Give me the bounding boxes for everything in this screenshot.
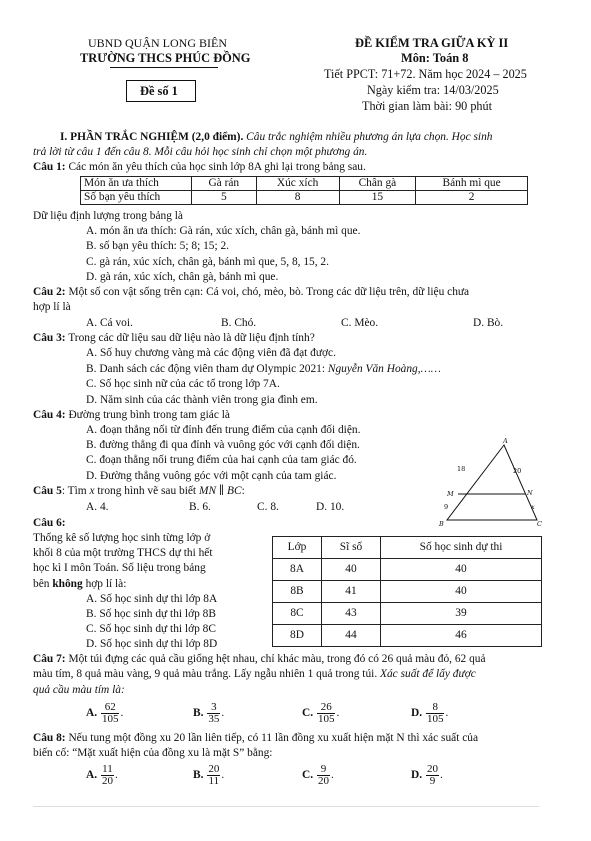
option-key: D. (86, 638, 98, 650)
option-key: D. (86, 394, 98, 406)
q6-label: Câu 6: (33, 517, 66, 529)
exam-code: Đề số 1 (140, 84, 178, 98)
fraction (426, 764, 439, 787)
option-text: Mèo. (354, 317, 379, 329)
table-row (273, 559, 542, 581)
denominator: 105 (426, 712, 444, 725)
option-key: A. (86, 707, 98, 719)
option-key: B. (193, 707, 204, 719)
point-label-b: B (439, 520, 444, 528)
numerator: 8 (426, 702, 445, 714)
q1-option-c (86, 255, 329, 269)
q2-option-d (473, 316, 503, 330)
header-authority: UBND QUẬN LONG BIÊN (88, 36, 227, 50)
q6-option-b (86, 607, 216, 621)
q7-text-2 (33, 667, 476, 681)
option-text: 4. (99, 501, 109, 513)
q6-cell: 40 (322, 559, 381, 581)
q8-option-c: C. $\frac{9}{20}$ . (302, 762, 334, 787)
fraction (207, 764, 220, 787)
q7-text-3: quả cầu màu tím là: (33, 684, 125, 696)
q5-text-mid: trong hình vẽ sau biết (97, 485, 197, 497)
option-key: C. (86, 623, 97, 635)
q6-cell: 39 (381, 603, 542, 625)
q8-text-1: Nếu tung một đồng xu 20 lần liên tiếp, có 11 lần đồng xu xuất hiện mặt N thì xác suất của (68, 732, 479, 744)
denominator: 11 (208, 774, 220, 787)
option-key: D. (86, 271, 98, 283)
fraction (317, 702, 336, 725)
table-row (273, 581, 542, 603)
q8-label: Câu 8: (33, 732, 66, 744)
q1-cell: Gà rán (192, 177, 257, 191)
section1-intro-1: Câu trắc nghiệm nhiều phương án lựa chọn. Học sinh (246, 131, 493, 143)
q3-label: Câu 3: (33, 332, 66, 344)
q6-header-cell: Lớp (273, 537, 322, 559)
q7-stem-line (33, 652, 486, 666)
q8-option-a: A. $\frac{11}{20}$ . (86, 762, 118, 787)
fraction (317, 764, 330, 787)
option-text-italic: Nguyễn Văn Hoàng,…… (327, 363, 441, 375)
option-key: C. (341, 317, 352, 329)
q1-label: Câu 1: (33, 161, 66, 173)
option-key: B. (86, 608, 97, 620)
numerator: 20 (208, 762, 220, 775)
option-key: B. (189, 501, 200, 513)
q5-text-pre: : Tìm (61, 485, 87, 497)
option-text: Số huy chương vàng mà các động viên đã đạt được. (99, 347, 336, 359)
option-text: gà rán, xúc xích, chân gà, bánh mì que, 5, 8, 15, 2. (99, 256, 329, 268)
q7-option-a: A. $\frac{62}{105}$ . (86, 700, 124, 725)
q1-stem-line (33, 160, 366, 174)
section1-heading (60, 130, 492, 144)
option-text: Năm sinh của các thành viên trong gia đình em. (99, 394, 318, 406)
q6-cell: 40 (381, 581, 542, 603)
q6-header-cell: Sĩ số (322, 537, 381, 559)
numerator: 62 (101, 702, 120, 714)
q6-text-4 (33, 577, 126, 591)
option-key: B. (86, 240, 97, 252)
q1-cell: Số bạn yêu thích (81, 191, 192, 205)
length-label-mb: 9 (444, 503, 449, 511)
option-key: D. (316, 501, 328, 513)
q6-cell: 43 (322, 603, 381, 625)
q2-stem-line (33, 285, 469, 299)
section1-intro-2: trả lời từ câu 1 đến câu 8. Mỗi câu hỏi học sinh chỉ chọn một phương án. (33, 146, 368, 158)
q6-table (272, 536, 542, 647)
q4-option-b (86, 438, 360, 452)
option-text: món ăn ưa thích: Gà rán, xúc xích, chân gà, bánh mì que. (99, 225, 361, 237)
q3-text: Trong các dữ liệu sau dữ liệu nào là dữ liệu định tính? (68, 332, 315, 344)
q3-option-c (86, 377, 280, 391)
option-key: A. (86, 501, 98, 513)
q6-cell: 8B (273, 581, 322, 603)
q8-text-2: biến cố: “Mặt xuất hiện của đồng xu là mặt S” bằng: (33, 747, 273, 759)
q7-text-1: Một túi đựng các quả cầu giống hệt nhau, chỉ khác màu, trong đó có 26 quả màu đỏ, 62 quả (68, 653, 486, 665)
table-row (273, 537, 542, 559)
q6-cell: 40 (381, 559, 542, 581)
point-label-m: M (447, 490, 454, 498)
fraction (101, 764, 114, 787)
denominator: 20 (317, 774, 329, 787)
q2-text-2: hợp lí là (33, 301, 71, 313)
q1-cell: 8 (256, 191, 339, 205)
q7-label: Câu 7: (33, 653, 66, 665)
q8-option-b: B. $\frac{20}{11}$ . (193, 762, 225, 787)
option-key: A. (86, 424, 98, 436)
q6-cell: 8C (273, 603, 322, 625)
q2-label: Câu 2: (33, 286, 66, 298)
q4-label: Câu 4: (33, 409, 66, 421)
option-text: đoạn thẳng nối trung điểm của hai cạnh của tam giác đó. (99, 454, 357, 466)
option-text: Số học sinh nữ của các tổ trong lớp 7A. (99, 378, 280, 390)
length-label-an: 20 (513, 467, 522, 475)
school-underline (110, 67, 218, 68)
exam-duration: Thời gian làm bài: 90 phút (362, 99, 492, 113)
option-key: B. (221, 317, 232, 329)
q5-text-end: : (241, 485, 245, 497)
q4-stem-line (33, 408, 230, 422)
q3-option-b (86, 362, 441, 376)
option-text: Bò. (486, 317, 504, 329)
option-text: 6. (202, 501, 211, 513)
q6-header-cell: Số học sinh dự thi (381, 537, 542, 559)
q6-cell: 44 (322, 625, 381, 647)
option-key: C. (302, 769, 314, 781)
q1-cell: Xúc xích (256, 177, 339, 191)
q4-option-c (86, 453, 357, 467)
q7-option-b: B. $\frac{3}{35}$ . (193, 700, 225, 725)
option-text: Cá voi. (99, 317, 133, 329)
option-text: đường thẳng đi qua đỉnh và vuông góc với cạnh đối diện. (99, 439, 360, 451)
q6-cell: 41 (322, 581, 381, 603)
option-text: Số học sinh dự thi lớp 8A (99, 593, 218, 605)
numerator: 26 (317, 702, 336, 714)
q5-option-c (257, 500, 279, 514)
numerator: 3 (207, 702, 220, 714)
option-text: Danh sách các động viên tham dự Olympic 2021: (99, 363, 326, 375)
table-row (273, 603, 542, 625)
q3-option-a (86, 346, 336, 360)
fraction (207, 702, 220, 725)
point-label-n: N (527, 489, 533, 497)
option-text: Số học sinh dự thi lớp 8B (99, 608, 216, 620)
option-key: B. (86, 439, 97, 451)
q4-option-d (86, 469, 336, 483)
q4-text: Đường trung bình trong tam giác là (68, 409, 230, 421)
q1-option-a (86, 224, 360, 238)
q6-text-4-pre: bên (33, 578, 50, 590)
q7-option-c: C. $\frac{26}{105}$ . (302, 700, 340, 725)
q5-triangle-figure (437, 437, 549, 529)
option-key: A. (86, 593, 98, 605)
option-text: 10. (329, 501, 345, 513)
numerator: 20 (426, 762, 438, 775)
q5-var: x (89, 485, 95, 497)
q5-condition: MN ∥ BC (198, 485, 242, 497)
option-text: Đường thẳng vuông góc với một cạnh của tam giác. (99, 470, 337, 482)
option-key: D. (411, 769, 423, 781)
section1-title: I. PHẦN TRẮC NGHIỆM (2,0 điểm). (60, 131, 244, 143)
q6-cell: 46 (381, 625, 542, 647)
q1-cell: 5 (192, 191, 257, 205)
numerator: 9 (317, 764, 330, 776)
exam-title: ĐỀ KIỂM TRA GIỮA KỲ II (355, 36, 509, 50)
q6-option-c (86, 622, 216, 636)
option-key: C. (86, 256, 97, 268)
q3-option-d (86, 393, 318, 407)
q3-stem-line (33, 331, 315, 345)
option-key: D. (473, 317, 485, 329)
q1-text: Các món ăn yêu thích của học sinh lớp 8A ghi lại trong bảng sau. (68, 161, 366, 173)
q2-option-b (221, 316, 256, 330)
length-label-am: 18 (457, 465, 466, 473)
q8-stem-line (33, 731, 478, 745)
option-text: Số học sinh dự thi lớp 8C (99, 623, 216, 635)
q1-cell: Chân gà (339, 177, 416, 191)
option-text: Chó. (234, 317, 257, 329)
q6-option-d (86, 637, 217, 651)
q1-stem: Dữ liệu định lượng trong bảng là (33, 210, 183, 222)
option-key: C. (257, 501, 268, 513)
q6-text-1: Thống kê số lượng học sinh từng lớp ở (33, 532, 211, 544)
q6-text-3: học kì I môn Toán. Số liệu trong bảng (33, 562, 206, 574)
q6-text-4-bold: không (52, 578, 83, 590)
exam-periods: Tiết PPCT: 71+72. Năm học 2024 – 2025 (324, 67, 527, 81)
option-text: Số học sinh dự thi lớp 8D (99, 638, 218, 650)
q5-label: Câu 5 (33, 485, 62, 497)
option-key: A. (86, 225, 98, 237)
q6-cell: 8A (273, 559, 322, 581)
denominator: 20 (101, 774, 113, 787)
table-row (81, 191, 528, 205)
option-text: gà rán, xúc xích, chân gà, bánh mì que. (99, 271, 279, 283)
length-label-nc: x (531, 503, 535, 511)
q6-cell: 8D (273, 625, 322, 647)
option-key: C. (86, 378, 97, 390)
fraction (426, 702, 445, 725)
q1-cell: 2 (416, 191, 528, 205)
header-school: TRƯỜNG THCS PHÚC ĐỒNG (80, 51, 251, 65)
denominator: 9 (429, 774, 436, 787)
q1-cell: Món ăn ưa thích (81, 177, 192, 191)
denominator: 105 (317, 712, 335, 725)
q1-cell: 15 (339, 191, 416, 205)
q5-stem-line (33, 484, 245, 498)
q5-option-a (86, 500, 108, 514)
q2-option-c (341, 316, 378, 330)
exam-date: Ngày kiểm tra: 14/03/2025 (367, 83, 499, 97)
option-key: C. (302, 707, 314, 719)
page-footer-rule (33, 806, 539, 807)
option-key: D. (86, 470, 98, 482)
q5-option-d (316, 500, 344, 514)
option-text: đoạn thẳng nối từ đỉnh đến trung điểm của cạnh đối diện. (99, 424, 361, 436)
option-key: B. (86, 363, 97, 375)
q1-cell: Bánh mì que (416, 177, 528, 191)
option-key: B. (193, 769, 204, 781)
q6-text-4-post: hợp lí là: (85, 578, 127, 590)
q5-option-b (189, 500, 211, 514)
table-row (81, 177, 528, 191)
q7-text-2-italic: Xác suất để lấy được (380, 668, 476, 680)
option-text: 8. (270, 501, 279, 513)
point-label-a: A (503, 437, 508, 445)
triangle-abc (447, 445, 537, 520)
q1-table (80, 176, 528, 205)
q6-text-2: khối 8 của một trường THCS dự thi hết (33, 547, 213, 559)
q2-option-a (86, 316, 133, 330)
q1-option-b (86, 239, 229, 253)
exam-subject: Môn: Toán 8 (401, 51, 469, 65)
numerator: 11 (102, 762, 113, 775)
option-key: D. (411, 707, 423, 719)
point-label-c: C (537, 520, 542, 528)
q6-option-a (86, 592, 217, 606)
q2-text-1: Một số con vật sống trên cạn: Cá voi, chó, mèo, bò. Trong các dữ liệu trên, dữ liệu chưa (68, 286, 470, 298)
denominator: 35 (208, 712, 220, 725)
q8-option-d: D. $\frac{20}{9}$ . (411, 762, 443, 787)
q4-option-a (86, 423, 360, 437)
fraction (101, 702, 120, 725)
denominator: 105 (101, 712, 119, 725)
q7-option-d: D. $\frac{8}{105}$ . (411, 700, 449, 725)
option-key: A. (86, 347, 98, 359)
q7-text-2-normal: màu tím, 8 quả màu vàng, 9 quả màu trắng. Lấy ngẫu nhiên 1 quả trong túi. (33, 668, 378, 680)
option-key: A. (86, 317, 98, 329)
option-key: C. (86, 454, 97, 466)
option-text: số bạn yêu thích: 5; 8; 15; 2. (99, 240, 230, 252)
q1-option-d (86, 270, 278, 284)
table-row (273, 625, 542, 647)
option-key: A. (86, 769, 98, 781)
